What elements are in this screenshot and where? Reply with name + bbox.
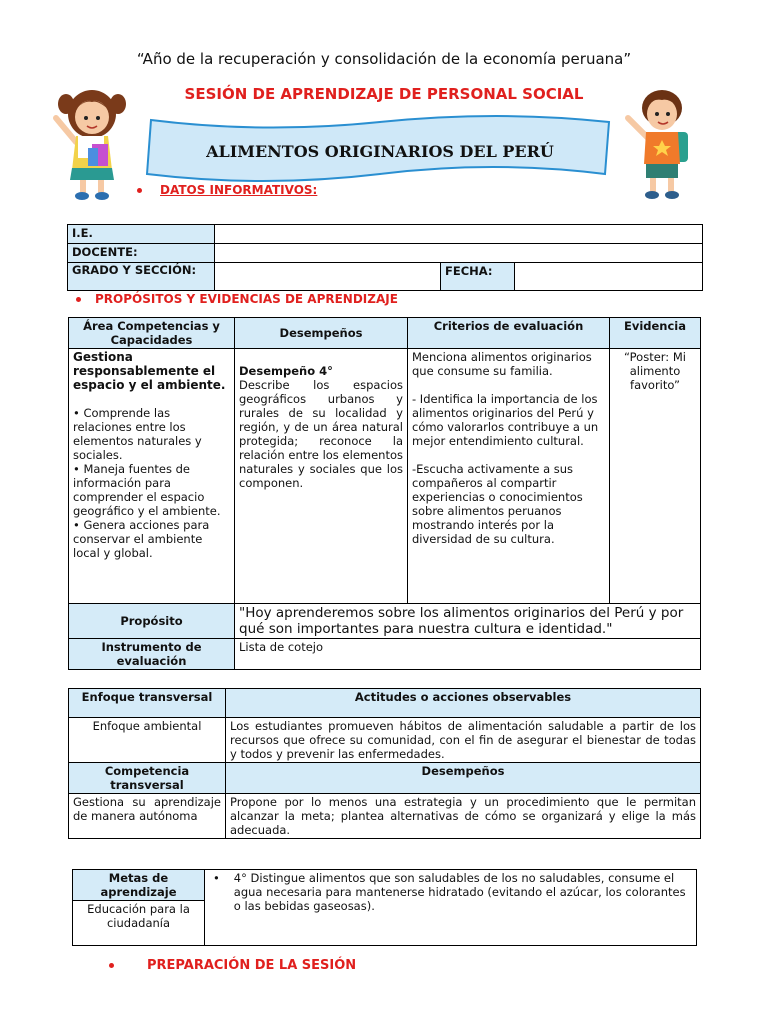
instrumento-text: Lista de cotejo <box>235 639 701 670</box>
desempeno-cell <box>235 349 408 604</box>
enfoque-table <box>68 688 701 839</box>
criterios-cell <box>408 349 610 604</box>
header-evidencia: Evidencia <box>610 318 701 349</box>
header-desempenos-transversal: Desempeños <box>226 763 701 794</box>
criterio-item: - Identifica la importancia de los alimentos originarios del Perú y cómo valorarlos contribuye a un mejor entendimiento cultural. <box>412 392 599 448</box>
docente-value <box>215 244 703 263</box>
docente-label: DOCENTE: <box>68 244 215 263</box>
bullet-icon <box>76 297 81 302</box>
header-enfoque: Enfoque transversal <box>69 689 226 718</box>
session-title: SESIÓN DE APRENDIZAJE DE PERSONAL SOCIAL <box>184 85 584 103</box>
competencia-value: Gestiona su aprendizaje de manera autónoma <box>69 794 226 839</box>
evidencia-cell: “Poster: Mi alimento favorito” <box>610 349 701 604</box>
enfoque-value: Enfoque ambiental <box>69 718 226 763</box>
bullet-icon: • <box>213 871 220 885</box>
header-desempenos: Desempeños <box>235 318 408 349</box>
header-actitudes: Actitudes o acciones observables <box>226 689 701 718</box>
meta-cell <box>205 870 697 946</box>
section-datos-informativos: DATOS INFORMATIVOS: <box>137 183 317 197</box>
boy-student-illustration <box>622 84 694 202</box>
ie-label: I.E. <box>68 225 215 244</box>
year-motto: “Año de la recuperación y consolidación de la economía peruana” <box>136 50 632 68</box>
capacidad-item: • Maneja fuentes de información para comprender el espacio geográfico y el ambiente. <box>73 462 221 518</box>
bullet-icon <box>109 963 114 968</box>
desempeno-transversal-value: Propone por lo menos una estrategia y un procedimiento que le permitan alcanzar la meta; plantea alternativas de cómo se organizará y elige la más adecuada. <box>226 794 701 839</box>
competencias-table <box>68 317 701 670</box>
meta-area: Educación para la ciudadanía <box>73 901 205 946</box>
capacidad-item: • Genera acciones para conservar el ambiente local y global. <box>73 518 210 560</box>
fecha-value <box>515 263 703 291</box>
header-metas: Metas de aprendizaje <box>73 870 205 901</box>
actitud-value: Los estudiantes promueven hábitos de alimentación saludable a partir de los recursos que ofrece su comunidad, con el fin de asegurar el bienestar de todas y todos y prevenir las enfermedades. <box>226 718 701 763</box>
header-criterios: Criterios de evaluación <box>408 318 610 349</box>
ie-value <box>215 225 703 244</box>
bullet-icon <box>137 188 142 193</box>
girl-student-illustration <box>48 84 134 202</box>
header-area: Área Competencias y Capacidades <box>69 318 235 349</box>
fecha-label: FECHA: <box>441 263 515 291</box>
instrumento-label: Instrumento de evaluación <box>69 639 235 670</box>
info-table <box>67 224 703 291</box>
metas-table <box>72 869 697 946</box>
proposito-label: Propósito <box>69 604 235 639</box>
grado-value <box>215 263 441 291</box>
criterio-item: -Escucha activamente a sus compañeros al compartir experiencias o conocimientos sobre alimentos peruanos mostrando interés por la diversidad de su cultura. <box>412 462 583 546</box>
section-propositos: PROPÓSITOS Y EVIDENCIAS DE APRENDIZAJE <box>76 292 398 306</box>
capacidad-item: • Comprende las relaciones entre los elementos naturales y sociales. <box>73 406 202 462</box>
grado-label: GRADO Y SECCIÓN: <box>68 263 215 291</box>
header-competencia: Competencia transversal <box>69 763 226 794</box>
session-topic-title: ALIMENTOS ORIGINARIOS DEL PERÚ <box>206 142 554 161</box>
section-preparacion: PREPARACIÓN DE LA SESIÓN <box>109 958 356 973</box>
desempeno-title: Desempeño 4° <box>239 364 333 378</box>
criterio-item: Menciona alimentos originarios que consume su familia. <box>412 350 592 378</box>
proposito-text: "Hoy aprenderemos sobre los alimentos originarios del Perú y por qué son importantes para nuestra cultura e identidad." <box>235 604 701 639</box>
meta-text: 4° Distingue alimentos que son saludables de los no saludables, consume el agua necesaria para mantenerse hidratado (evitando el azúcar, los colorantes o las bebidas gaseosas). <box>233 871 686 913</box>
desempeno-text: Describe los espacios geográficos urbanos y rurales de su localidad y región, y de un área natural protegida; reconoce la relación entre los elementos naturales y sociales que los componen. <box>239 378 403 490</box>
competencia-title: Gestiona responsablemente el espacio y el ambiente. <box>73 350 226 392</box>
area-cell <box>69 349 235 604</box>
